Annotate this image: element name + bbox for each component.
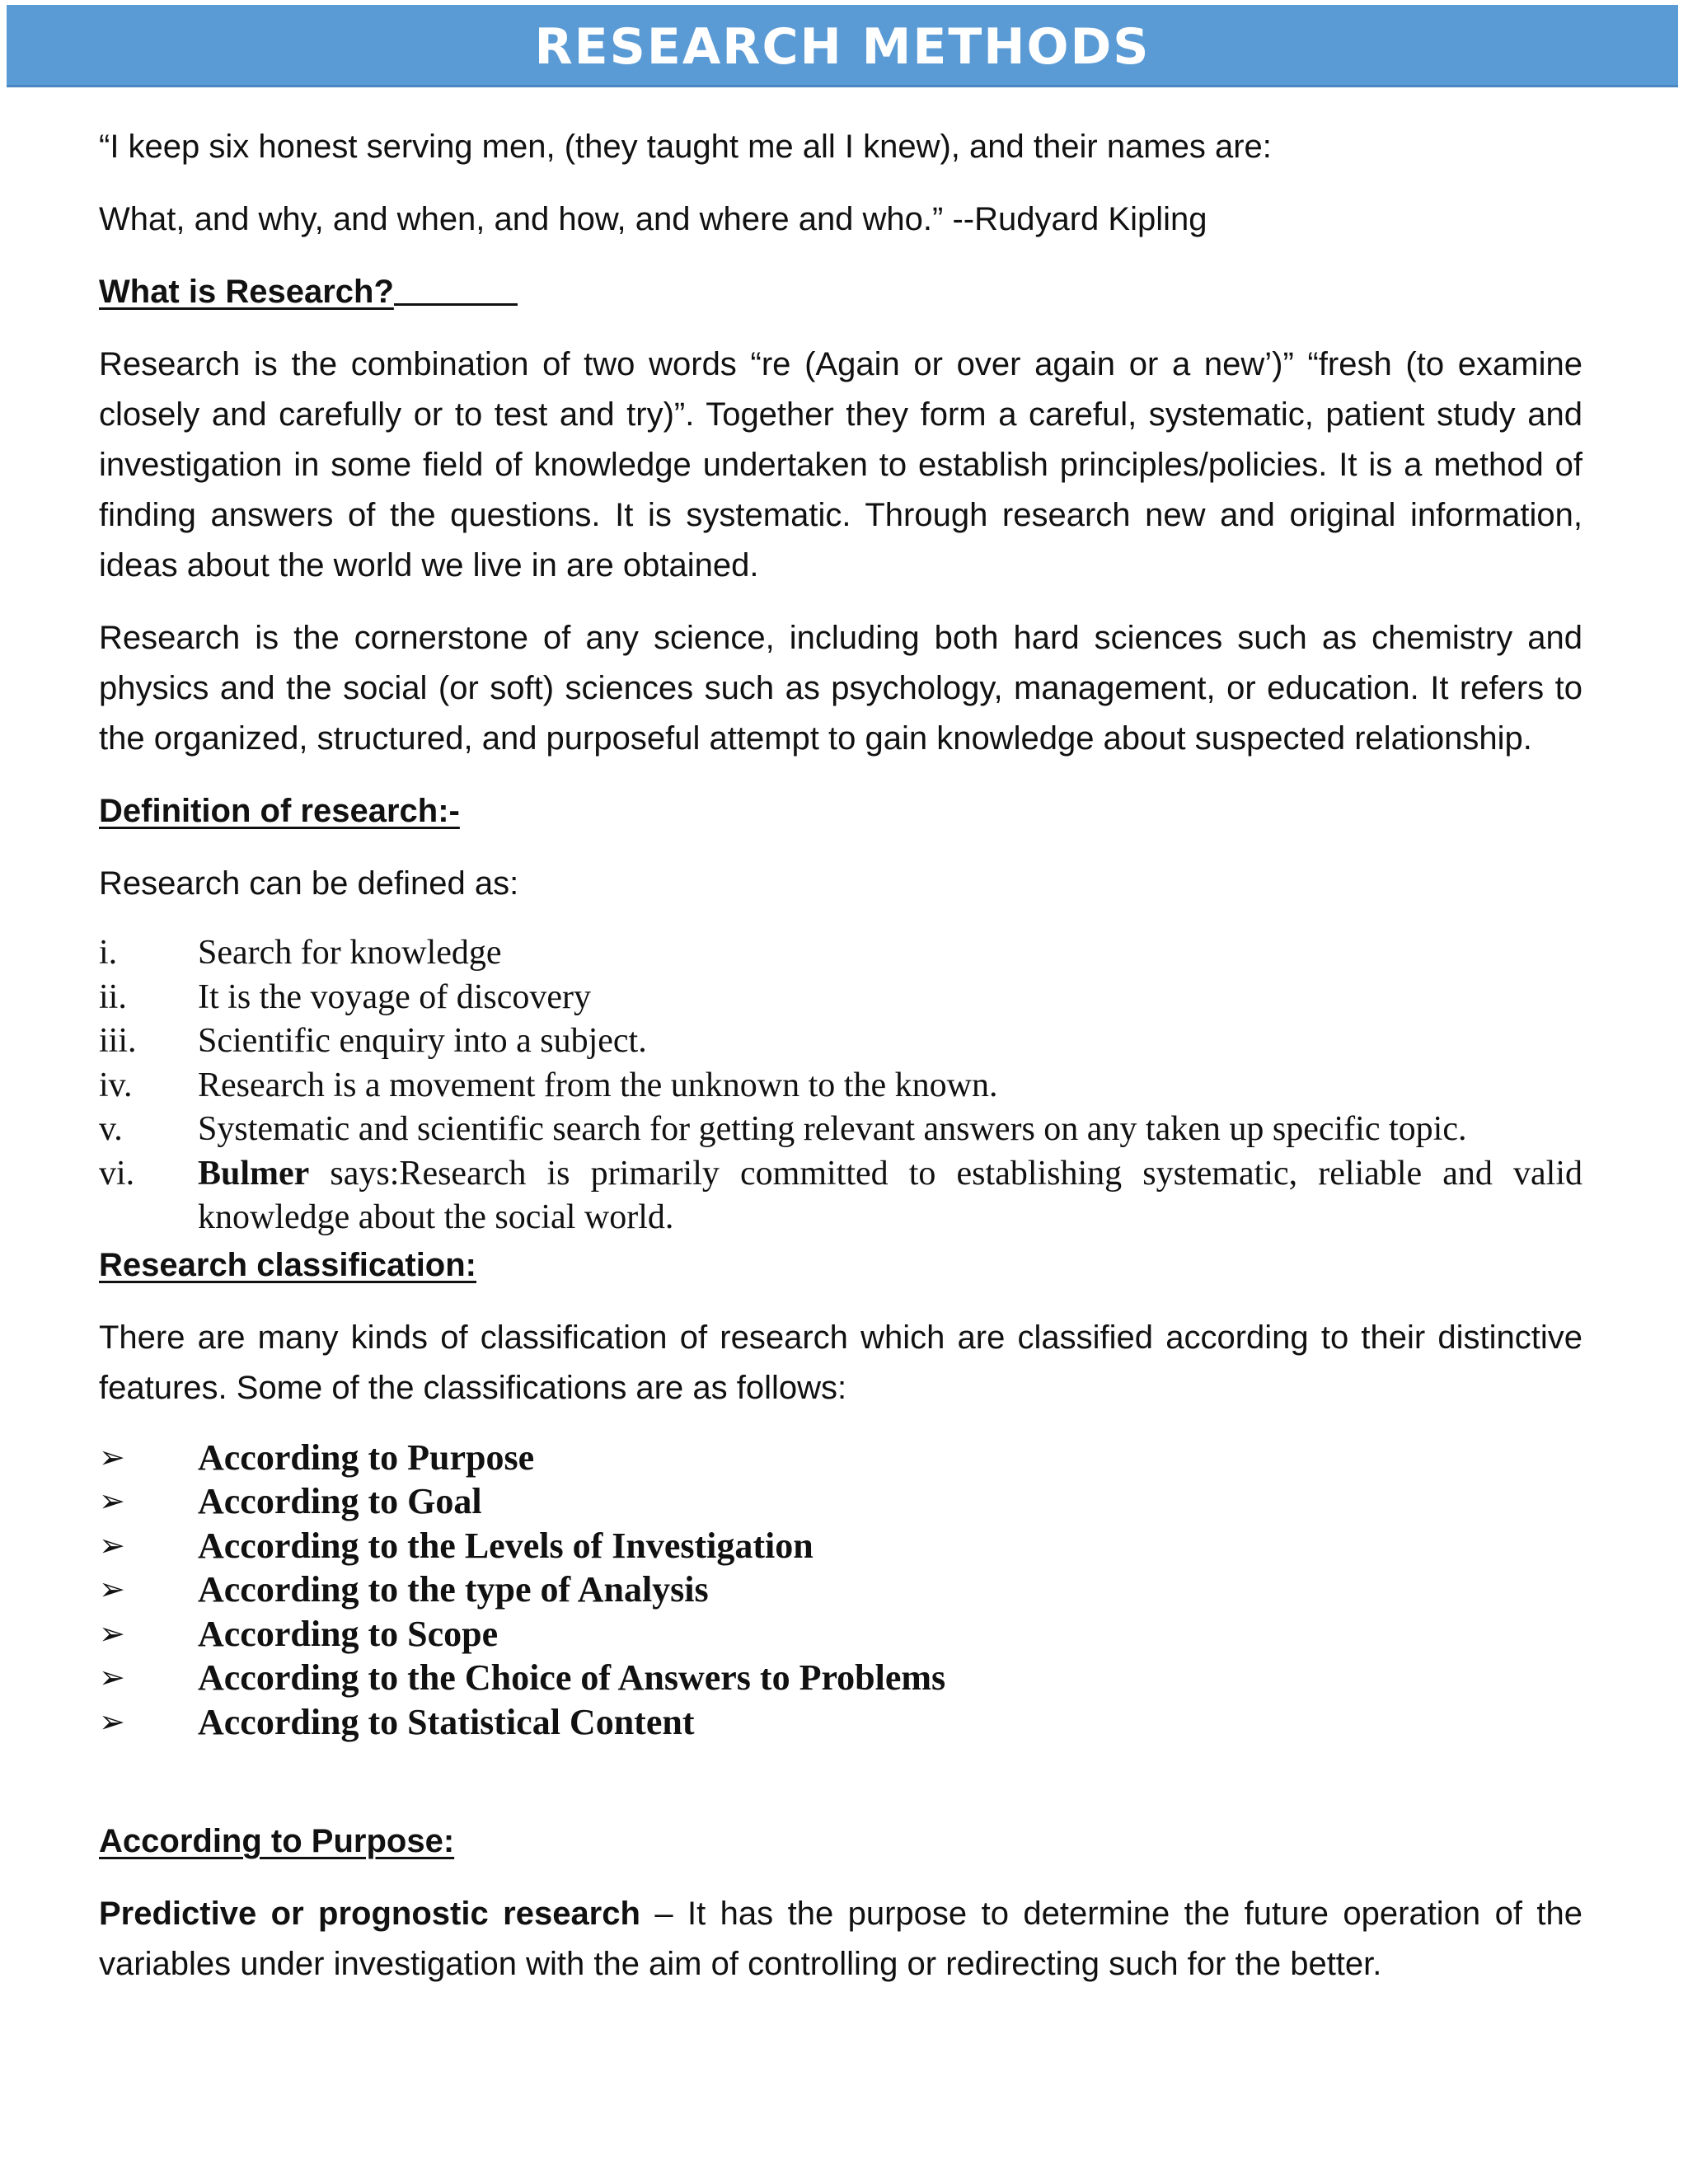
list-item-number: v. <box>99 1110 123 1148</box>
list-item-text: According to the Choice of Answers to Problems <box>198 1657 946 1698</box>
definition-intro: Research can be defined as: <box>99 865 519 902</box>
what-is-research-heading: What is Research? <box>99 267 1582 317</box>
purpose-heading: According to Purpose: <box>99 1823 455 1859</box>
list-item <box>99 1568 1582 1612</box>
page-title: RESEARCH METHODS <box>534 17 1151 76</box>
what-is-research-paragraph-1: Research is the combination of two words “re (Again or over again or a new’)” “fresh (to examine closely and carefully or to test and try)”. Together they form a careful, systematic, patient study and investigation in some field of knowledge undertaken to establish principles/policies. It is a method of finding answers of the questions. It is systematic. Through research new and original information, ideas about the world we live in are obtained. <box>99 346 1582 583</box>
list-item-text: According to Scope <box>198 1613 499 1654</box>
list-item-text: According to the type of Analysis <box>198 1569 709 1610</box>
list-item-text: Search for knowledge <box>198 934 502 972</box>
classification-heading: Research classification: <box>99 1246 476 1283</box>
definition-list <box>99 931 1582 1240</box>
list-item <box>99 1612 1582 1657</box>
list-item-text: According to Goal <box>198 1481 482 1521</box>
list-item-text: Research is a movement from the unknown to the known. <box>198 1066 998 1104</box>
what-is-research-paragraph-2: Research is the cornerstone of any science, including both hard sciences such as chemistry and physics and the social (or soft) sciences such as psychology, management, or education. It refers to the organized, structured, and purposeful attempt to gain knowledge about suspected relationship. <box>99 620 1582 757</box>
bulmer-quote: says:Research is primarily committed to establishing systematic, reliable and valid knowledge about the social world. <box>198 1154 1582 1236</box>
title-banner <box>7 5 1678 87</box>
arrow-bullet-icon: ➢ <box>99 1659 125 1695</box>
arrow-bullet-icon: ➢ <box>99 1526 125 1563</box>
list-item <box>99 1064 1582 1108</box>
list-item-number: i. <box>99 934 118 972</box>
list-item-text <box>198 1152 1582 1240</box>
list-item-text: Systematic and scientific search for getting relevant answers on any taken up specific topic. <box>198 1110 1467 1148</box>
list-item <box>99 1019 1582 1064</box>
list-item <box>99 1436 1582 1480</box>
section-spacer <box>99 1744 1582 1816</box>
arrow-bullet-icon: ➢ <box>99 1483 125 1519</box>
purpose-description: – It has the purpose to determine the future operation of the variables under investigation with the aim of controlling or redirecting such for the better. <box>99 1896 1582 1982</box>
quote-line-2: What, and why, and when, and how, and where and who.” --Rudyard Kipling <box>99 201 1207 237</box>
list-item <box>99 931 1582 976</box>
document-body <box>99 122 1582 2012</box>
list-item-number: vi. <box>99 1154 135 1193</box>
quote-line-1: “I keep six honest serving men, (they taught me all I knew), and their names are: <box>99 129 1272 165</box>
classification-intro: There are many kinds of classification of research which are classified according to their distinctive features. Some of the classifications are as follows: <box>99 1319 1582 1406</box>
purpose-term: Predictive or prognostic research <box>99 1896 640 1932</box>
purpose-paragraph <box>99 1889 1582 1990</box>
arrow-bullet-icon: ➢ <box>99 1571 125 1607</box>
list-item <box>99 976 1582 1020</box>
list-item-text: According to Purpose <box>198 1436 535 1478</box>
list-item-text: According to the Levels of Investigation <box>198 1525 814 1566</box>
bulmer-name: Bulmer <box>198 1154 310 1193</box>
list-item-text: It is the voyage of discovery <box>198 977 592 1016</box>
list-item-text: Scientific enquiry into a subject. <box>198 1022 647 1060</box>
definition-heading: Definition of research:- <box>99 793 460 829</box>
list-item <box>99 1479 1582 1524</box>
list-item-number: ii. <box>99 977 127 1016</box>
list-item <box>99 1656 1582 1700</box>
list-item <box>99 1524 1582 1568</box>
arrow-bullet-icon: ➢ <box>99 1615 125 1652</box>
list-item <box>99 1108 1582 1152</box>
list-item-text: According to Statistical Content <box>198 1701 695 1742</box>
arrow-bullet-icon: ➢ <box>99 1703 125 1740</box>
list-item-number: iv. <box>99 1066 133 1104</box>
list-item <box>99 1152 1582 1240</box>
list-item-number: iii. <box>99 1022 137 1060</box>
list-item <box>99 1700 1582 1745</box>
classification-list <box>99 1436 1582 1745</box>
arrow-bullet-icon: ➢ <box>99 1438 125 1475</box>
